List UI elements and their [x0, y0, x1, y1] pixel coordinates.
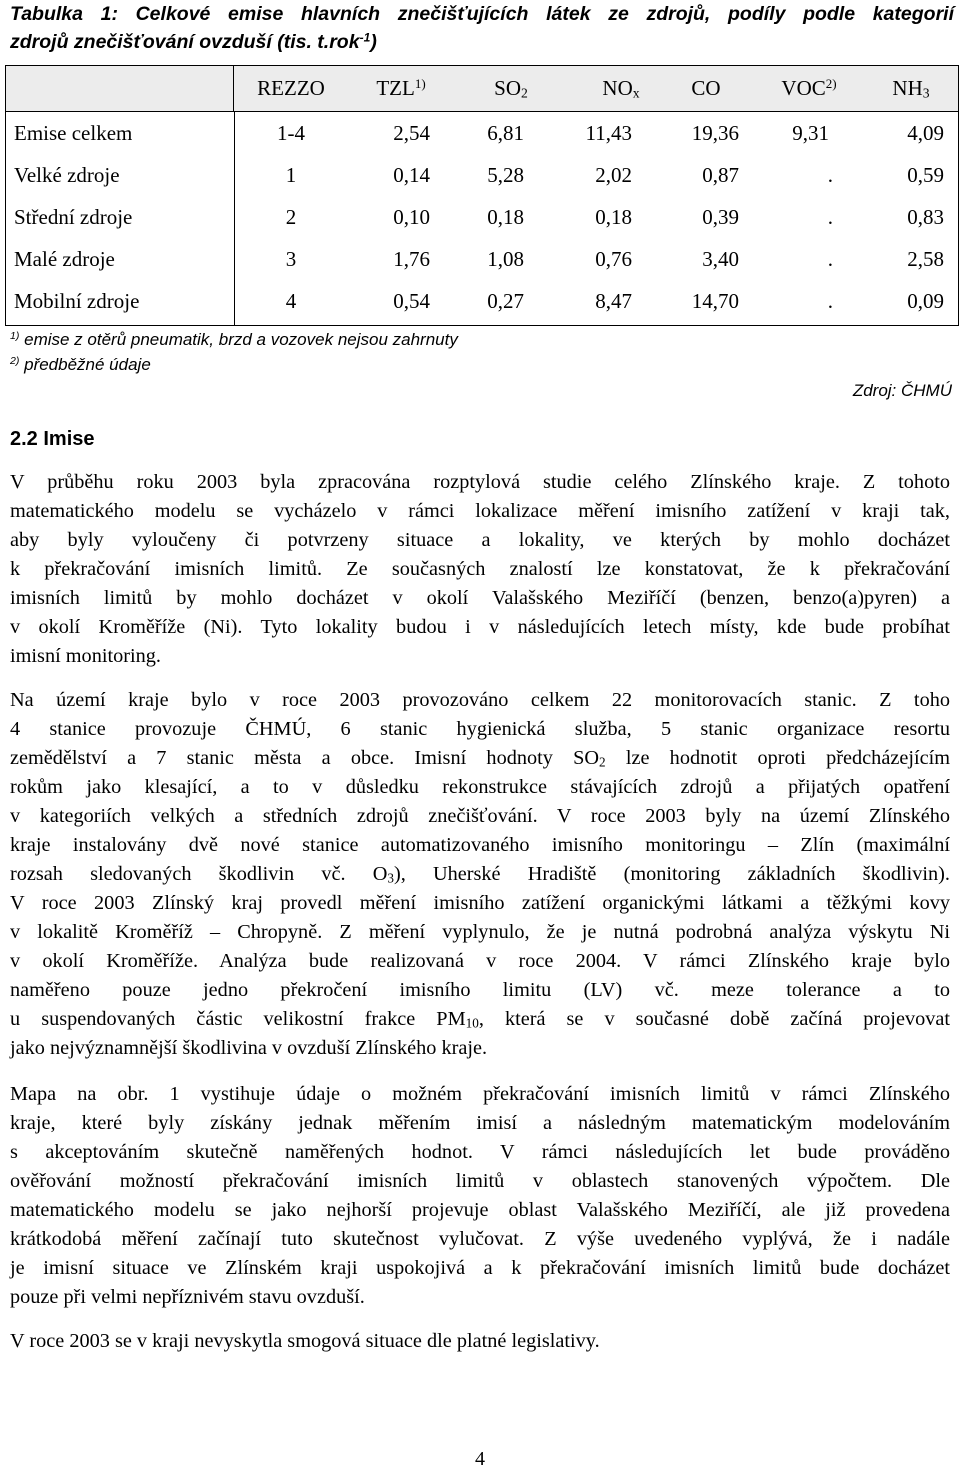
header-so2-sub: 2	[521, 85, 528, 101]
header-tzl-text: TZL	[376, 76, 415, 100]
text-fragment: , která se v současné době začíná projevovat	[478, 1008, 951, 1030]
text-line: v okolí Kroměříže (Ni). Tyto lokality budou i v následujících letech místy, kde bude probíhat	[10, 616, 950, 638]
text-line: s akceptováním skutečně naměřených hodnot. V rámci následujících let bude prováděno	[10, 1141, 950, 1163]
cell-rezzo: 1	[285, 163, 297, 187]
paragraph-1	[10, 468, 950, 671]
row-label: Velké zdroje	[14, 163, 120, 187]
text-line	[10, 1005, 950, 1034]
cell-co: 19,36	[691, 121, 739, 145]
cell-rezzo: 1-4	[277, 121, 305, 145]
header-voc	[754, 76, 864, 100]
text-line: jako nejvýznamnější škodlivina v ovzduší Zlínského kraje.	[10, 1037, 488, 1059]
cell-rezzo: 4	[285, 289, 297, 313]
header-voc-text: VOC	[781, 76, 826, 100]
page-number: 4	[475, 1448, 485, 1470]
header-so2-text: SO	[494, 76, 522, 100]
cell-co: 14,70	[691, 289, 739, 313]
header-tzl	[346, 76, 456, 100]
paragraph-3	[10, 1080, 950, 1312]
text-fragment: zemědělství a 7 stanic města a obce. Imisní hodnoty SO	[10, 747, 600, 769]
table-stub-cell	[6, 66, 234, 112]
header-nh3-sub: 3	[922, 85, 930, 101]
cell-nox: 8,47	[595, 289, 632, 313]
text-line: ověřování možností překračování imisních limitů v oblastech stanovených výpočtem. Dle	[10, 1170, 950, 1192]
text-fragment: lze hodnotit oproti předcházejícím	[605, 747, 951, 769]
caption-superscript: -1	[359, 30, 371, 45]
cell-voc: .	[827, 163, 833, 187]
header-nh3-text: NH	[892, 76, 923, 100]
cell-nox: 11,43	[585, 121, 632, 145]
cell-so2: 1,08	[487, 247, 524, 271]
footnote-2-text: předběžné údaje	[24, 355, 151, 374]
caption-line-2	[10, 28, 954, 56]
footnote-2-mark: 2)	[10, 355, 20, 368]
text-line: v okolí Kroměříže. Analýza bude realizovaná v roce 2004. V rámci Zlínského kraje bylo	[10, 950, 950, 972]
text-line: kraje instalovány dvě nové stanice automatizovaného imisního monitoringu – Zlín (maximální	[10, 834, 950, 856]
cell-so2: 0,18	[487, 205, 524, 229]
header-voc-sup: 2)	[825, 75, 837, 91]
text-line: k překračování imisních limitů. Ze současných znalostí lze konstatovat, že k překračování	[10, 558, 950, 580]
emissions-table	[5, 65, 959, 326]
text-line: v kategoriích velkých a středních zdrojů znečišťování. V roce 2003 byly na území Zlínského	[10, 805, 950, 827]
cell-co: 3,40	[702, 247, 739, 271]
text-fragment: rozsah sledovaných škodlivin vč. O	[10, 863, 388, 885]
cell-so2: 6,81	[487, 121, 524, 145]
text-line	[10, 744, 950, 773]
cell-nh3: 4,09	[907, 121, 944, 145]
cell-so2: 5,28	[487, 163, 524, 187]
text-line: naměřeno pouze jedno překročení imisního limitu (LV) vč. meze tolerance a to	[10, 979, 950, 1001]
text-fragment: ), Uherské Hradiště (monitoring základních škodlivin).	[393, 863, 951, 885]
text-line: V roce 2003 se v kraji nevyskytla smogová situace dle platné legislativy.	[10, 1330, 600, 1352]
paragraph-2	[10, 686, 950, 1063]
cell-so2: 0,27	[487, 289, 524, 313]
cell-nox: 2,02	[595, 163, 632, 187]
text-line: imisních limitů by mohlo docházet v okolí Valašského Meziříčí (benzen, benzo(a)pyren) a	[10, 587, 950, 609]
row-label: Malé zdroje	[14, 247, 115, 271]
footnote-1	[10, 330, 458, 350]
caption-line-1: Tabulka 1: Celkové emise hlavních znečišťujících látek ze zdrojů, podíly podle kategorií	[10, 3, 954, 25]
cell-nh3: 0,83	[907, 205, 944, 229]
table-divider	[234, 112, 235, 325]
cell-tzl: 2,54	[393, 121, 430, 145]
subscript: 10	[465, 1015, 479, 1031]
cell-tzl: 0,14	[393, 163, 430, 187]
text-line: Na území kraje bylo v roce 2003 provozováno celkem 22 monitorovacích stanic. Z toho	[10, 689, 950, 711]
cell-co: 0,39	[702, 205, 739, 229]
footnote-1-mark: 1)	[10, 330, 20, 343]
header-rezzo: REZZO	[257, 76, 325, 100]
section-title: 2.2 Imise	[10, 428, 95, 450]
row-label: Emise celkem	[14, 121, 133, 145]
text-line: aby byly vyloučeny či potvrzeny situace a lokality, ve kterých by mohlo docházet	[10, 529, 950, 551]
caption-line-2-text: zdrojů znečišťování ovzduší (tis. t.rok	[10, 31, 360, 53]
text-line: matematického modelu se jako nejhorší projevuje oblast Valašského Meziříčí, ale již provedena	[10, 1199, 950, 1221]
cell-tzl: 0,10	[393, 205, 430, 229]
cell-voc: .	[827, 247, 833, 271]
paragraph-4	[10, 1327, 950, 1356]
header-nox-sub: x	[632, 85, 640, 101]
text-line: 4 stanice provozuje ČHMÚ, 6 stanic hygienická služba, 5 stanic organizace resortu	[10, 718, 950, 740]
subscript: 3	[387, 870, 394, 886]
caption-line-2-end: )	[370, 31, 377, 53]
text-line	[10, 860, 950, 889]
cell-tzl: 0,54	[393, 289, 430, 313]
text-line: kraje, které byly získány jednak měřením imisí a následným matematickým modelováním	[10, 1112, 950, 1134]
text-line: je imisní situace ve Zlínském kraji uspokojivá a k překračování imisních limitů bude docházet	[10, 1257, 950, 1279]
text-line: matematického modelu se vycházelo v rámci lokalizace měření imisního zatížení v kraji tak,	[10, 500, 950, 522]
text-line: imisní monitoring.	[10, 645, 161, 667]
header-tzl-sup: 1)	[414, 75, 426, 91]
cell-tzl: 1,76	[393, 247, 430, 271]
row-label: Střední zdroje	[14, 205, 133, 229]
text-line: pouze při velmi nepříznivém stavu ovzduší.	[10, 1286, 365, 1308]
text-fragment: u suspendovaných částic velikostní frakce PM	[10, 1008, 466, 1030]
text-line: v lokalitě Kroměříž – Chropyně. Z měření vyplynulo, že je nutná podrobná analýza výskytu Ni	[10, 921, 950, 943]
header-nox-text: NO	[602, 76, 633, 100]
cell-nox: 0,76	[595, 247, 632, 271]
subscript: 2	[599, 754, 606, 770]
cell-voc: .	[827, 205, 833, 229]
text-line: Mapa na obr. 1 vystihuje údaje o možném překračování imisních limitů v rámci Zlínského	[10, 1083, 950, 1105]
header-nh3	[861, 76, 960, 100]
footnote-1-text: emise z otěrů pneumatik, brzd a vozovek nejsou zahrnuty	[24, 330, 458, 349]
text-line: rokům jako klesající, a to v důsledku rekonstrukce stávajících zdrojů a přijatých opatření	[10, 776, 950, 798]
cell-nh3: 0,59	[907, 163, 944, 187]
source-note: Zdroj: ČHMÚ	[852, 381, 952, 400]
cell-rezzo: 2	[285, 205, 297, 229]
header-so2	[456, 76, 566, 100]
cell-co: 0,87	[702, 163, 739, 187]
text-line: V průběhu roku 2003 byla zpracována rozptylová studie celého Zlínského kraje. Z tohoto	[10, 471, 950, 493]
text-line: krátkodobá měření začínají tuto skutečnost vylučovat. Z výše uvedeného vyplývá, že i nadále	[10, 1228, 950, 1250]
cell-nox: 0,18	[595, 205, 632, 229]
cell-voc: .	[827, 289, 833, 313]
table-caption	[10, 0, 954, 56]
row-label: Mobilní zdroje	[14, 289, 140, 313]
text-line: V roce 2003 Zlínský kraj provedl měření imisního zatížení organickými látkami a těžkými kovy	[10, 892, 950, 914]
cell-nh3: 0,09	[907, 289, 944, 313]
cell-nh3: 2,58	[907, 247, 944, 271]
header-co: CO	[691, 76, 721, 100]
cell-rezzo: 3	[285, 247, 297, 271]
footnote-2	[10, 355, 151, 375]
cell-voc: 9,31	[792, 121, 829, 145]
